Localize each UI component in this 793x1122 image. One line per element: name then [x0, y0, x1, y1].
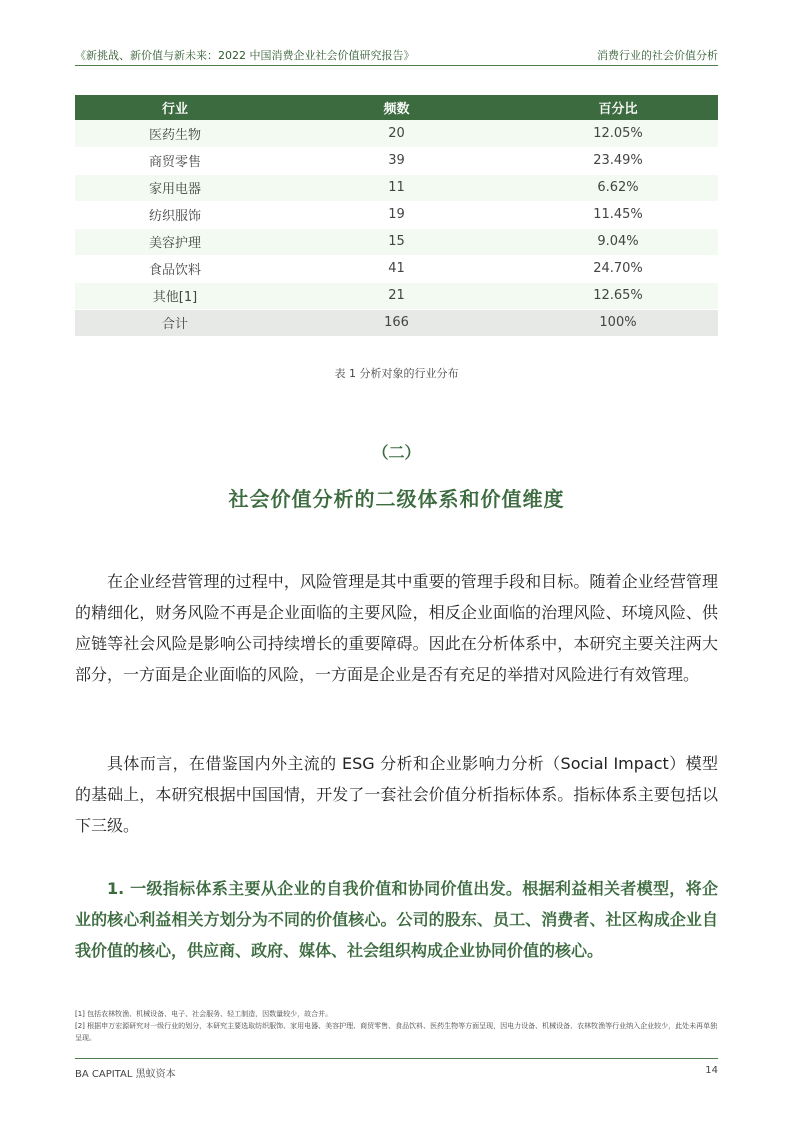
cell-industry: 医药生物 [75, 120, 275, 147]
cell-percentage: 11.45% [518, 201, 718, 228]
cell-industry: 家用电器 [75, 174, 275, 201]
cell-industry: 食品饮料 [75, 255, 275, 282]
cell-frequency: 39 [275, 147, 518, 174]
table-row [75, 201, 718, 228]
table-total-row [75, 309, 718, 336]
section-title: 社会价值分析的二级体系和价值维度 [228, 487, 565, 511]
footnote-1: [1] 包括农林牧渔、机械设备、电子、社会服务、轻工制造，因数量较少，故合并。 [75, 1010, 333, 1018]
cell-percentage: 6.62% [518, 174, 718, 201]
page-number: 14 [705, 1065, 718, 1076]
table-header-row [75, 95, 718, 120]
table-row [75, 147, 718, 174]
cell-industry: 美容护理 [75, 228, 275, 255]
cell-industry: 商贸零售 [75, 147, 275, 174]
cell-percentage: 12.05% [518, 120, 718, 147]
cell-frequency: 11 [275, 174, 518, 201]
page-header [75, 44, 718, 66]
cell-percentage: 9.04% [518, 228, 718, 255]
page-footer [75, 1058, 718, 1080]
cell-frequency: 166 [275, 309, 518, 336]
table-row [75, 255, 718, 282]
footnote-2: [2] 根据申万宏源研究对一级行业的划分，本研究主要选取纺织服饰、家用电器、美容护理、商贸零售、食品饮料、医药生物等方面呈现，因电力设备、机械设备、农林牧渔等行业纳入企业较少，此处未再单独呈现。 [75, 1022, 718, 1042]
table-row [75, 228, 718, 255]
cell-percentage: 12.65% [518, 282, 718, 309]
table-row [75, 282, 718, 309]
highlight-paragraph: 1. 一级指标体系主要从企业的自我价值和协同价值出发。根据利益相关者模型，将企业的核心利益相关方划分为不同的价值核心。公司的股东、员工、消费者、社区构成企业自我价值的核心，供应商、政府、媒体、社会组织构成企业协同价值的核心。 [75, 879, 718, 960]
cell-frequency: 41 [275, 255, 518, 282]
footnotes [75, 1008, 718, 1044]
industry-distribution-table [75, 95, 718, 337]
table-row [75, 120, 718, 147]
report-title: 《新挑战、新价值与新未来：2022 中国消费企业社会价值研究报告》 [75, 49, 415, 62]
brand-name: BA CAPITAL 黑蚁资本 [75, 1069, 176, 1080]
cell-industry: 合计 [75, 309, 275, 336]
cell-industry: 其他[1] [75, 282, 275, 309]
column-header-industry: 行业 [75, 95, 275, 120]
cell-industry: 纺织服饰 [75, 201, 275, 228]
chapter-title: 消费行业的社会价值分析 [597, 49, 718, 62]
cell-frequency: 21 [275, 282, 518, 309]
column-header-percentage: 百分比 [518, 95, 718, 120]
cell-percentage: 24.70% [518, 255, 718, 282]
cell-percentage: 100% [518, 309, 718, 336]
cell-frequency: 20 [275, 120, 518, 147]
column-header-frequency: 频数 [275, 95, 518, 120]
table-caption: 表 1 分析对象的行业分布 [334, 367, 459, 380]
table-row [75, 174, 718, 201]
body-paragraph: 在企业经营管理的过程中，风险管理是其中重要的管理手段和目标。随着企业经营管理的精细化，财务风险不再是企业面临的主要风险，相反企业面临的治理风险、环境风险、供应链等社会风险是影响公司持续增长的重要障碍。因此在分析体系中，本研究主要关注两大部分，一方面是企业面临的风险，一方面是企业是否有充足的举措对风险进行有效管理。 [75, 572, 718, 684]
cell-frequency: 15 [275, 228, 518, 255]
section-number: （二） [372, 443, 421, 462]
body-paragraph: 具体而言，在借鉴国内外主流的 ESG 分析和企业影响力分析（Social Impact）模型的基础上，本研究根据中国国情，开发了一套社会价值分析指标体系。指标体系主要包括以下三级。 [75, 754, 718, 835]
cell-percentage: 23.49% [518, 147, 718, 174]
cell-frequency: 19 [275, 201, 518, 228]
